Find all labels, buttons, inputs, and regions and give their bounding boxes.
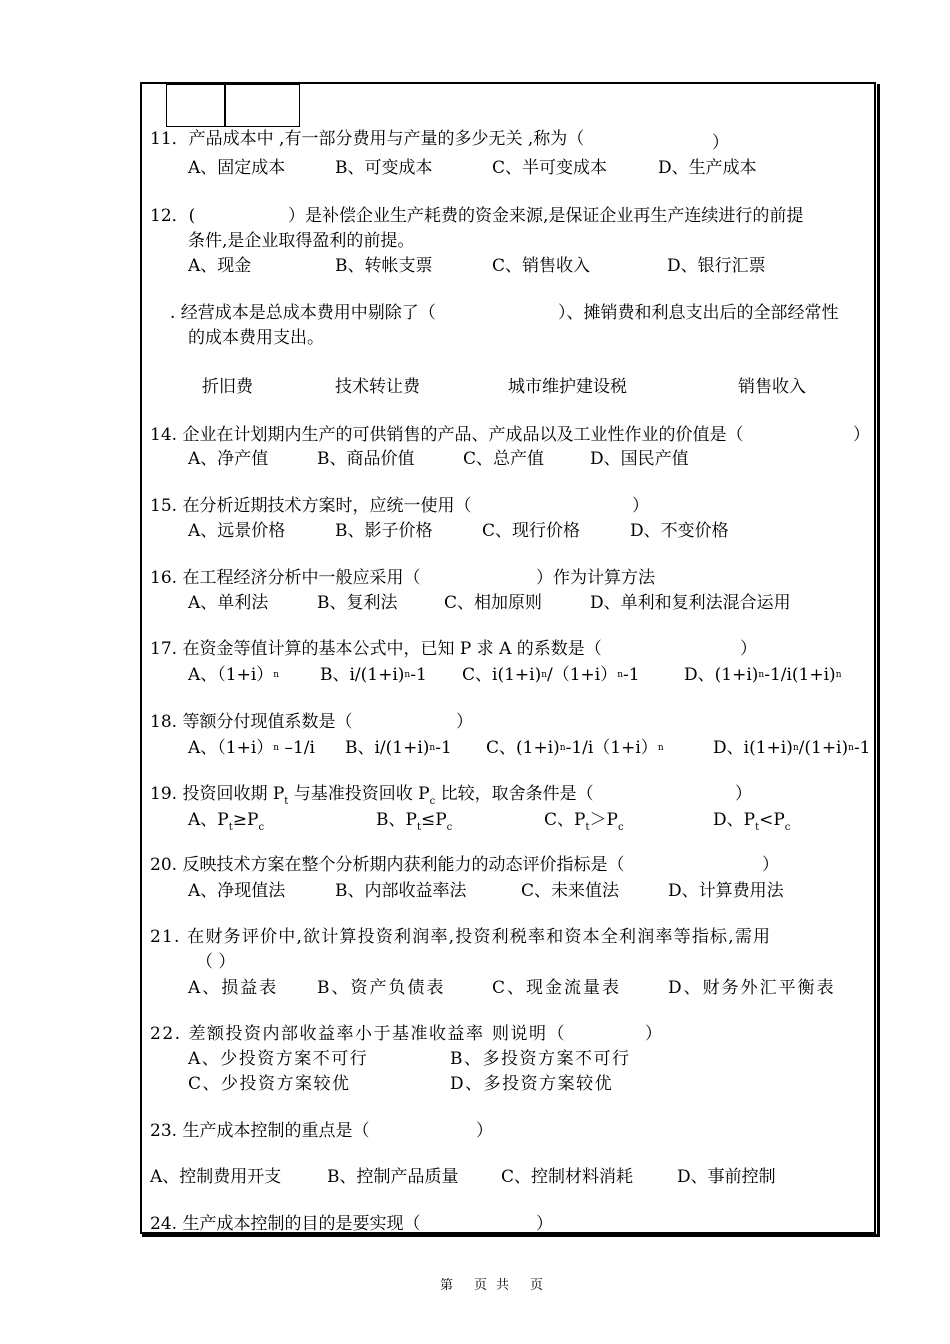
q22-stem: 22. 差额投资内部收益率小于基准收益率 xyxy=(150,1024,485,1044)
q21-option-a: A、损益表 xyxy=(188,978,279,998)
q15-option-b: B、影子价格 xyxy=(335,521,433,541)
frame-shadow-bottom xyxy=(142,1234,880,1237)
q22-option-b: B、多投资方案不可行 xyxy=(450,1049,631,1069)
q20-option-c: C、未来值法 xyxy=(521,881,620,901)
q16-option-d: D、单利和复利法混合运用 xyxy=(590,593,791,613)
q15-stem: 15. 在分析近期技术方案时，应统一使用（ xyxy=(150,496,472,516)
q21-stem: 21. 在财务评价中,欲计算投资利润率,投资利税率和资本全利润率等指标,需用 xyxy=(150,927,772,947)
q13-stem-tail: ）、摊销费和利息支出后的全部经常性 xyxy=(558,303,839,323)
q18-option-a: A、$(1+i)^n$ –1/i xyxy=(188,738,315,758)
q11-stem: 11．产品成本中 ,有一部分费用与产量的多少无关 ,称为（ xyxy=(150,129,585,149)
header-box-right xyxy=(224,84,300,127)
q17-stem: 17. 在资金等值计算的基本公式中，已知 P 求 A 的系数是（ xyxy=(150,639,602,659)
q13-stem-line2: 的成本费用支出。 xyxy=(188,328,324,348)
q21-option-d: D、财务外汇平衡表 xyxy=(668,978,836,998)
q22-stem-tail: 则说明（ xyxy=(492,1024,566,1044)
q12-option-d: D、银行汇票 xyxy=(667,256,766,276)
q16-stem: 16. 在工程经济分析中一般应采用（ xyxy=(150,568,421,588)
q11-option-a: A、固定成本 xyxy=(188,158,286,178)
q22-close: ） xyxy=(645,1024,662,1044)
q23-option-c: C、控制材料消耗 xyxy=(501,1167,634,1187)
q17-option-b: B、$i/(1+i)^n-1$ xyxy=(320,665,427,685)
q24-stem: 24. 生产成本控制的目的是要实现（ xyxy=(150,1214,421,1234)
q14-option-d: D、国民产值 xyxy=(590,449,689,469)
frame-shadow-right xyxy=(877,84,880,1236)
q11-option-b: B、可变成本 xyxy=(335,158,433,178)
q23-option-a: A、控制费用开支 xyxy=(150,1167,282,1187)
q22-option-c: C、少投资方案较优 xyxy=(188,1074,351,1094)
q13-option-b: 技术转让费 xyxy=(335,377,420,397)
footer-ye1: 页 xyxy=(474,1278,488,1293)
q17-option-d: D、$(1+i)^n-1/i(1+i)^n$ xyxy=(684,665,842,685)
q18-stem: 18. 等额分付现值系数是（ xyxy=(150,712,353,732)
q22-option-a: A、少投资方案不可行 xyxy=(188,1049,369,1069)
q20-stem: 20. 反映技术方案在整个分析期内获利能力的动态评价指标是（ xyxy=(150,855,625,875)
q20-option-a: A、净现值法 xyxy=(188,881,286,901)
footer-gong: 共 xyxy=(496,1278,510,1293)
q19-close: ） xyxy=(735,784,752,804)
q19-option-c: C、$P_t>P_c$ xyxy=(544,810,624,833)
q16-option-b: B、复利法 xyxy=(317,593,398,613)
q11-option-c: C、半可变成本 xyxy=(492,158,608,178)
q14-stem: 14. 企业在计划期内生产的可供销售的产品、产成品以及工业性作业的价值是（ xyxy=(150,425,744,445)
q15-option-c: C、现行价格 xyxy=(482,521,581,541)
q12-stem: ）是补偿企业生产耗费的资金来源,是保证企业再生产连续进行的前提 xyxy=(288,206,804,226)
q12-option-b: B、转帐支票 xyxy=(335,256,433,276)
q14-option-c: C、总产值 xyxy=(463,449,545,469)
q13-option-d: 销售收入 xyxy=(738,377,806,397)
q16-option-c: C、相加原则 xyxy=(444,593,543,613)
q11-option-d: D、生产成本 xyxy=(658,158,757,178)
q17-close: ） xyxy=(740,639,757,659)
q13-stem: . 经营成本是总成本费用中剔除了（ xyxy=(170,303,436,323)
q23-option-d: D、事前控制 xyxy=(677,1167,776,1187)
q12-open: 12．( xyxy=(150,206,196,226)
q19-stem: 19. 投资回收期 $P_t$ 与基准投资回收 $P_c$ 比较，取舍条件是（ xyxy=(150,784,594,807)
q12-stem-line2: 条件,是企业取得盈利的前提。 xyxy=(188,231,415,251)
q12-option-c: C、销售收入 xyxy=(492,256,591,276)
q13-option-a: 折旧费 xyxy=(202,377,253,397)
q14-option-b: B、商品价值 xyxy=(317,449,415,469)
q20-option-d: D、计算费用法 xyxy=(668,881,784,901)
q12-option-a: A、现金 xyxy=(188,256,252,276)
q16-stem-tail: ）作为计算方法 xyxy=(536,568,655,588)
q18-option-b: B、$i/(1+i)^n-1$ xyxy=(345,738,452,758)
footer-ye2: 页 xyxy=(530,1278,544,1293)
q14-option-a: A、净产值 xyxy=(188,449,269,469)
q19-option-a: A、$P_t\ge P_c$ xyxy=(188,810,265,833)
q15-close: ） xyxy=(632,496,649,516)
q16-option-a: A、单利法 xyxy=(188,593,269,613)
q18-option-d: D、$i(1+i)^n/(1+i)^n-1$ xyxy=(713,738,871,758)
q19-option-b: B、$P_t\le P_c$ xyxy=(376,810,453,833)
q20-close: ） xyxy=(762,855,779,875)
q18-option-c: C、$(1+i)^n-1/i(1+i)^n$ xyxy=(486,738,664,758)
q17-option-c: C、$i(1+i)^n/(1+i)^n-1$ xyxy=(462,665,640,685)
q23-option-b: B、控制产品质量 xyxy=(327,1167,459,1187)
q22-option-d: D、多投资方案较优 xyxy=(450,1074,614,1094)
q17-option-a: A、$(1+i)^n$ xyxy=(188,665,280,685)
q13-option-c: 城市维护建设税 xyxy=(508,377,627,397)
header-box-left xyxy=(166,84,226,127)
q20-option-b: B、内部收益率法 xyxy=(335,881,467,901)
q21-option-c: C、现金流量表 xyxy=(492,978,622,998)
q21-option-b: B、资产负债表 xyxy=(317,978,446,998)
q14-close: ） xyxy=(853,425,870,445)
q15-option-a: A、远景价格 xyxy=(188,521,286,541)
q18-close: ） xyxy=(456,712,473,732)
q21-stem-line2: （ ） xyxy=(196,952,236,972)
q23-close: ） xyxy=(476,1121,493,1141)
q15-option-d: D、不变价格 xyxy=(630,521,729,541)
q11-close: ） xyxy=(712,133,729,153)
q24-close: ） xyxy=(536,1214,553,1234)
q23-stem: 23. 生产成本控制的重点是（ xyxy=(150,1121,370,1141)
footer-di: 第 xyxy=(440,1278,454,1293)
q19-option-d: D、$P_t<P_c$ xyxy=(713,810,791,833)
